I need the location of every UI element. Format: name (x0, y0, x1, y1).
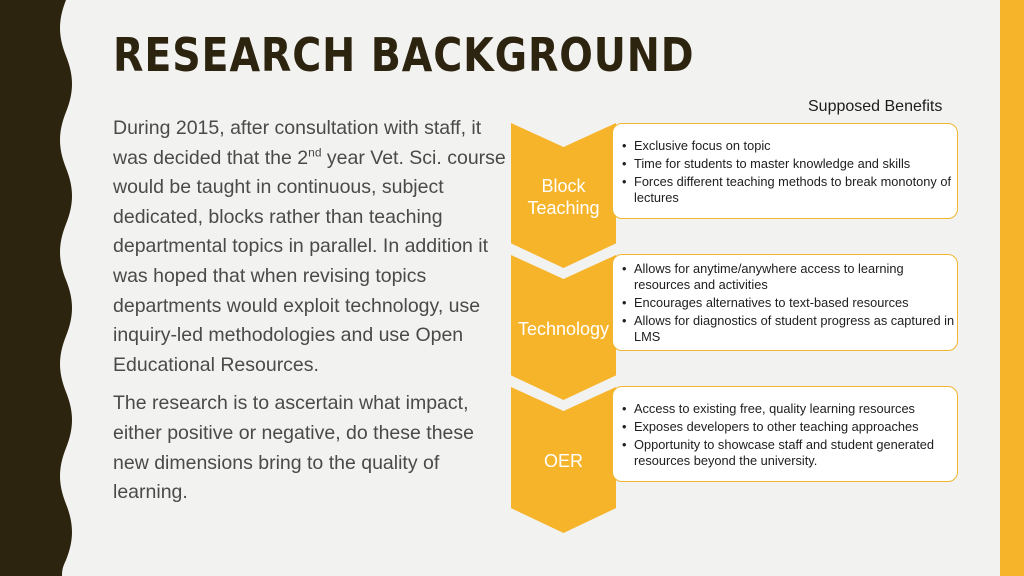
stage-label-technology: Technology (517, 319, 610, 339)
benefit-item: • Encourages alternatives to text-based resources (613, 295, 957, 311)
stage-label-block-teaching: Block Teaching (527, 176, 600, 218)
benefits-box-oer (612, 386, 958, 482)
right-accent-bar (1000, 0, 1024, 576)
benefit-item: • Allows for diagnostics of student progress as captured in LMS (613, 313, 957, 345)
benefit-item: • Opportunity to showcase staff and student generated resources beyond the university. (613, 437, 957, 469)
benefit-item: • Exposes developers to other teaching approaches (613, 419, 957, 435)
benefit-item: • Access to existing free, quality learning resources (613, 401, 957, 417)
stage-label-oer: OER (543, 451, 583, 471)
benefits-heading: Supposed Benefits (808, 98, 943, 115)
benefits-box-technology (612, 254, 958, 351)
benefits-box-block-teaching (612, 123, 958, 219)
benefit-item: • Exclusive focus on topic (613, 138, 957, 154)
benefit-item: • Time for students to master knowledge and skills (613, 156, 957, 172)
slide-title: RESEARCH BACKGROUND (113, 28, 695, 82)
paragraph-context: During 2015, after consultation with staff, it was decided that the 2nd year Vet. Sci. course would be taught in continuous, subject dedicated, blocks rather than teaching departmental topics in parallel. In addition it was hoped that when revising topics departments would exploit technology, use inquiry-led methodologies and use Open Educational Resources. (113, 117, 506, 376)
wavy-left-band (0, 0, 80, 576)
benefit-item: • Forces different teaching methods to break monotony of lectures (613, 174, 957, 206)
paragraph-research-aim: The research is to ascertain what impact, either positive or negative, do these these new dimensions bring to the quality of learning. (113, 392, 474, 504)
benefit-item: • Allows for anytime/anywhere access to learning resources and activities (613, 261, 957, 293)
body-text (113, 114, 508, 508)
